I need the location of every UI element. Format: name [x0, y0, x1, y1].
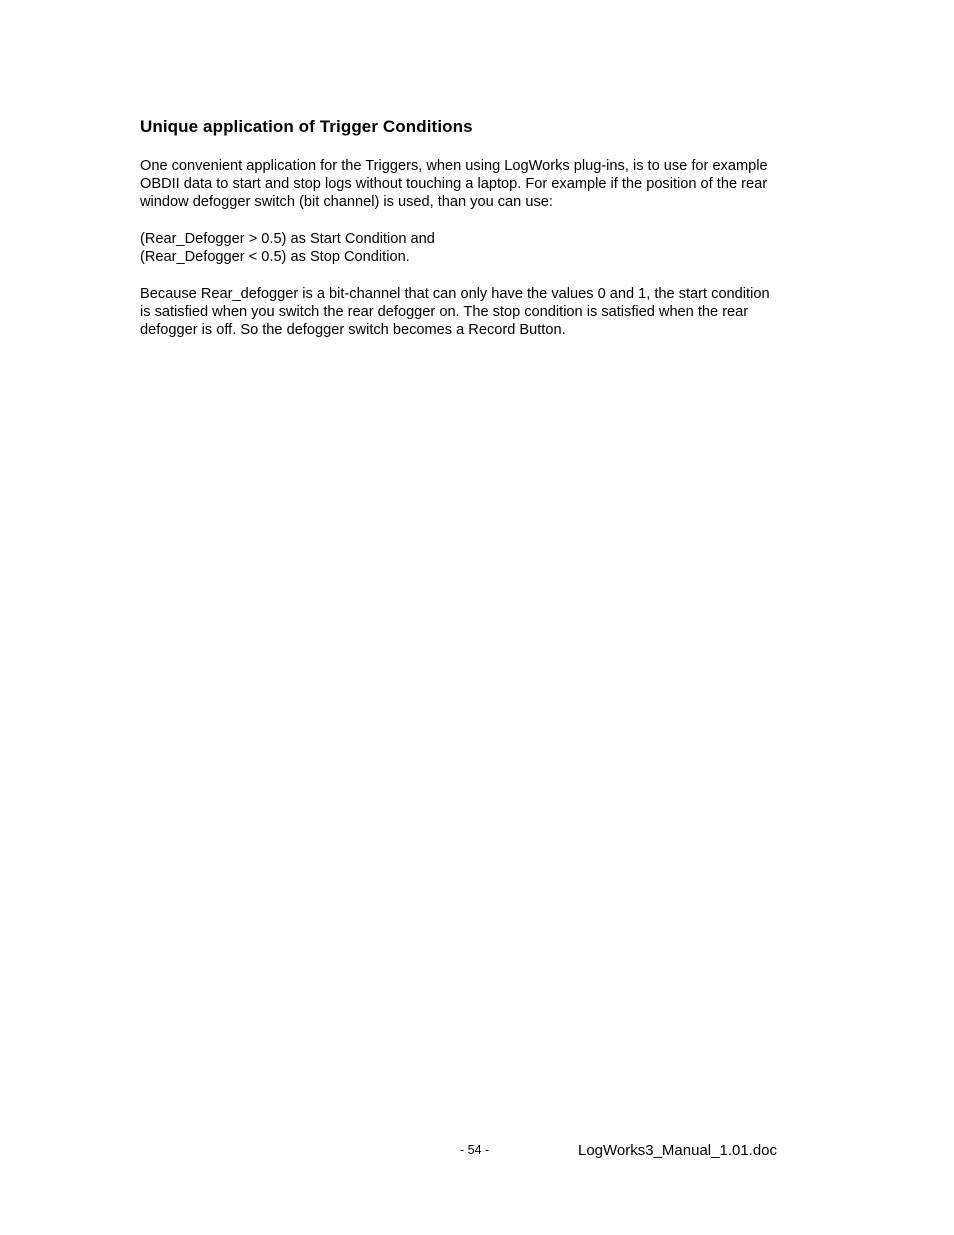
page-content — [140, 116, 830, 339]
text-line: One convenient application for the Triggers, when using LogWorks plug-ins, is to use for example — [140, 158, 768, 174]
document-filename: LogWorks3_Manual_1.01.doc — [578, 1142, 778, 1159]
paragraph-intro — [140, 157, 830, 211]
text-line: OBDII data to start and stop logs without touching a laptop. For example if the position of the rear — [140, 176, 768, 192]
page-number: - 54 - — [460, 1143, 490, 1157]
stop-condition-line: (Rear_Defogger < 0.5) as Stop Condition. — [140, 249, 410, 265]
paragraph-conditions — [140, 230, 830, 266]
text-line: window defogger switch (bit channel) is used, than you can use: — [140, 194, 553, 210]
section-heading: Unique application of Trigger Conditions — [140, 117, 473, 136]
text-line: is satisfied when you switch the rear defogger on. The stop condition is satisfied when the rear — [140, 304, 749, 320]
start-condition-line: (Rear_Defogger > 0.5) as Start Condition and — [140, 231, 435, 247]
paragraph-explanation — [140, 285, 830, 339]
text-line: defogger is off. So the defogger switch becomes a Record Button. — [140, 322, 566, 338]
text-line: Because Rear_defogger is a bit-channel that can only have the values 0 and 1, the start condition — [140, 286, 770, 302]
